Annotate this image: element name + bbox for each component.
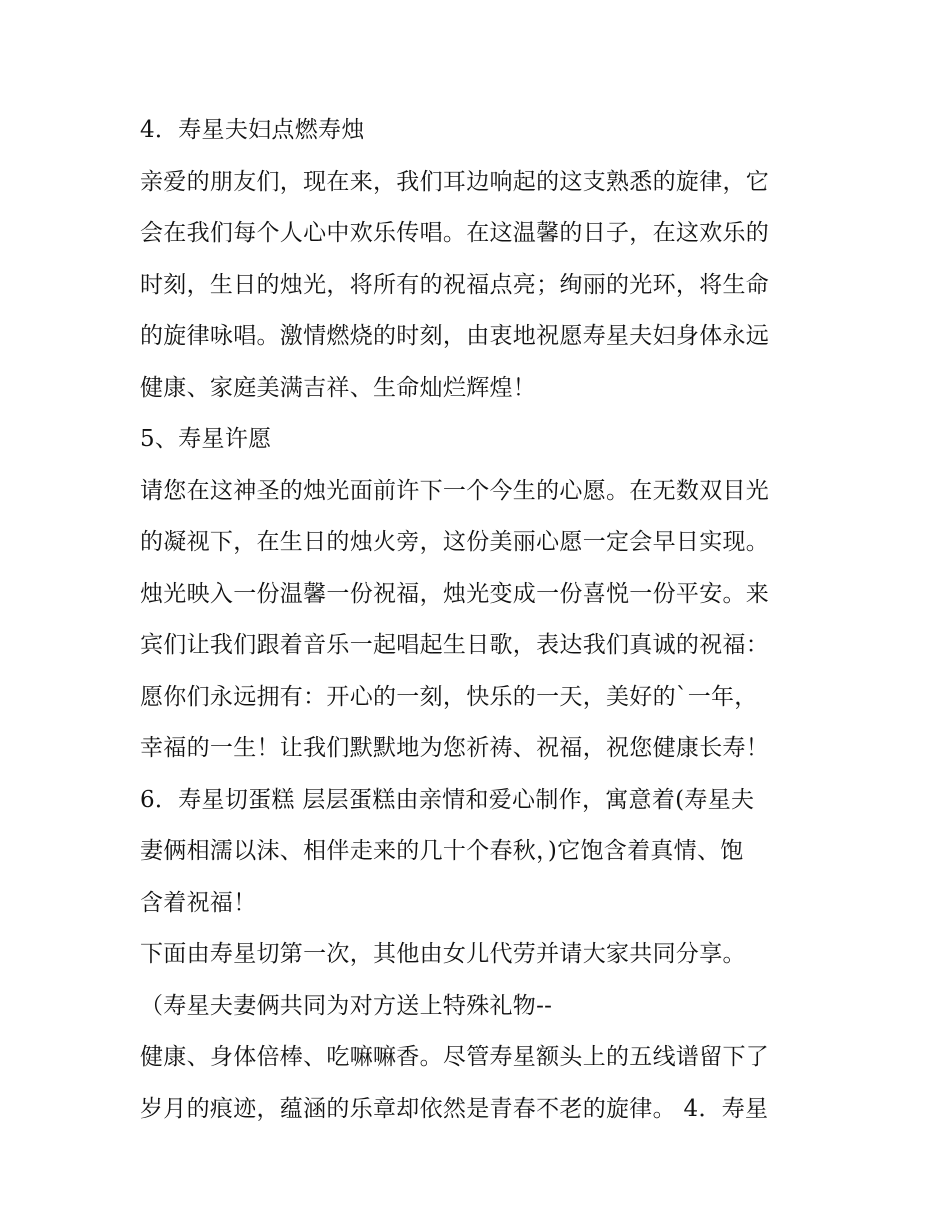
heading-6-cut-cake: 6．寿星切蛋糕 层层蛋糕由亲情和爱心制作，寓意着(寿星夫 [140, 786, 755, 813]
paragraph-line: 幸福的一生！让我们默默地为您祈祷、祝福，祝您健康长寿！ [140, 735, 770, 761]
paragraph-line: 烛光映入一份温馨一份祝福，烛光变成一份喜悦一份平安。来 [140, 580, 770, 607]
heading-4-light-candles: 4．寿星夫妇点燃寿烛 [140, 117, 365, 143]
paragraph-line: 会在我们每个人心中欢乐传唱。在这温馨的日子，在这欢乐的 [140, 220, 770, 246]
heading-5-make-wish: 5、寿星许愿 [140, 426, 272, 452]
paragraph-line: 岁月的痕迹，蕴涵的乐章却依然是青春不老的旋律。 4．寿星 [140, 1095, 769, 1122]
paragraph-line: 含着祝福！ [140, 889, 257, 916]
paragraph-line: 健康、身体倍棒、吃嘛嘛香。尽管寿星额头上的五线谱留下了 [140, 1044, 770, 1070]
paragraph-line: 时刻，生日的烛光，将所有的祝福点亮；绚丽的光环，将生命 [140, 271, 770, 298]
paragraph-line: 亲爱的朋友们，现在来，我们耳边响起的这支熟悉的旋律，它 [140, 168, 770, 195]
paragraph-line: 妻俩相濡以沫、相伴走来的几十个春秋，)它饱含着真情、饱 [140, 838, 744, 864]
paragraph-line: 的凝视下，在生日的烛火旁，这份美丽心愿一定会早日实现。 [140, 529, 770, 555]
paragraph-line: 宾们让我们跟着音乐一起唱起生日歌，表达我们真诚的祝福： [140, 632, 770, 658]
paragraph-line: 请您在这神圣的烛光面前许下一个今生的心愿。在无数双目光 [140, 477, 770, 504]
paragraph-line: 健康、家庭美满吉祥、生命灿烂辉煌！ [140, 374, 537, 401]
paragraph-line: 愿你们永远拥有：开心的一刻，快乐的一天，美好的`一年， [140, 683, 758, 710]
paragraph-line: （寿星夫妻俩共同为对方送上特殊礼物-- [140, 992, 553, 1019]
paragraph-line: 下面由寿星切第一次，其他由女儿代劳并请大家共同分享。 [140, 941, 746, 967]
document-page [140, 110, 820, 1140]
paragraph-line: 的旋律咏唱。激情燃烧的时刻，由衷地祝愿寿星夫妇身体永远 [140, 323, 770, 349]
